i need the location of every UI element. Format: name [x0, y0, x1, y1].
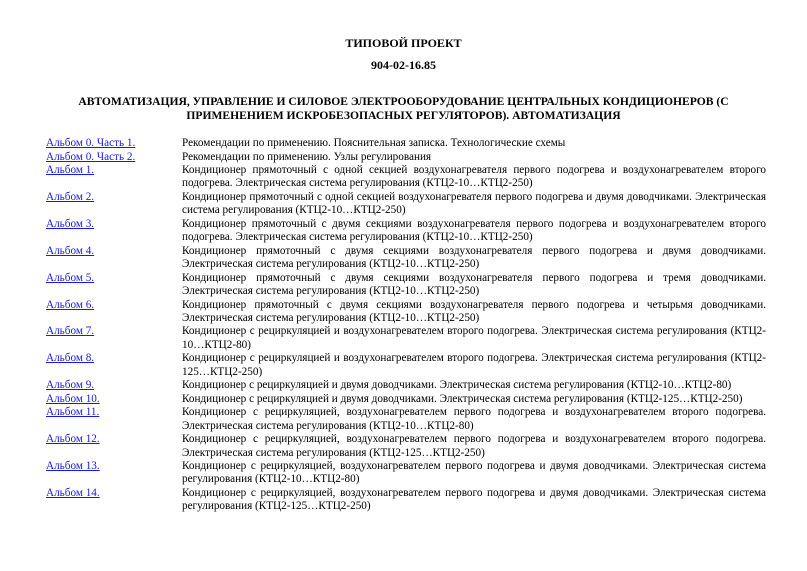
album-row	[46, 137, 766, 150]
album-link[interactable]: Альбом 4.	[46, 244, 95, 257]
album-row	[46, 325, 766, 352]
album-row	[46, 433, 766, 460]
album-link[interactable]: Альбом 0. Часть 2.	[46, 150, 136, 163]
album-row	[46, 299, 766, 326]
album-description: Кондиционер прямоточный с двумя секциями воздухонагревателя первого подогрева и двумя доводчиками. Электрическая система регулирования (КТЦ2-10…КТЦ2-250)	[182, 244, 766, 271]
album-row	[46, 460, 766, 487]
album-link[interactable]: Альбом 5.	[46, 271, 95, 284]
album-link[interactable]: Альбом 10.	[46, 392, 100, 405]
album-description: Кондиционер с рециркуляцией и двумя доводчиками. Электрическая система регулирования (КТЦ2-125…КТЦ2-250)	[182, 392, 743, 405]
album-description: Кондиционер с рециркуляцией, воздухонагревателем первого подогрева и воздухонагревателем второго подогрева. Электрическая система регулирования (КТЦ2-10…КТЦ2-80)	[182, 406, 766, 432]
album-row	[46, 218, 766, 245]
album-description: Кондиционер прямоточный с одной секцией воздухонагревателя первого подогрева и воздухонагревателем второго подогрева. Электрическая система регулирования (КТЦ2-10…КТЦ2-250)	[182, 164, 766, 190]
album-description: Кондиционер с рециркуляцией, воздухонагревателем первого подогрева и двумя доводчиками. Электрическая система регулирования (КТЦ2-125…КТЦ2-250)	[182, 486, 766, 513]
album-row	[46, 245, 766, 272]
album-description: Кондиционер прямоточный с двумя секциями воздухонагревателя первого подогрева и тремя доводчиками. Электрическая система регулирования (КТЦ2-10…КТЦ2-250)	[182, 271, 766, 298]
album-row	[46, 164, 766, 191]
album-link[interactable]: Альбом 13.	[46, 460, 100, 473]
album-description: Кондиционер с рециркуляцией, воздухонагревателем первого подогрева и воздухонагревателем второго подогрева. Электрическая система регулирования (КТЦ2-125…КТЦ2-250)	[182, 433, 766, 459]
album-description: Кондиционер с рециркуляцией и воздухонагревателем второго подогрева. Электрическая система регулирования (КТЦ2-125…КТЦ2-250)	[182, 352, 766, 378]
album-link[interactable]: Альбом 9.	[46, 379, 95, 392]
project-number: 904-02-16.85	[371, 58, 436, 72]
album-link[interactable]: Альбом 3.	[46, 217, 95, 230]
album-description: Рекомендации по применению. Пояснительная записка. Технологические схемы	[182, 137, 566, 149]
album-link[interactable]: Альбом 8.	[46, 352, 95, 365]
album-link[interactable]: Альбом 12.	[46, 433, 100, 446]
album-description: Кондиционер прямоточный с двумя секциями воздухонагревателя первого подогрева и четырьмя доводчиками. Электрическая система регулирования (КТЦ2-10…КТЦ2-250)	[182, 298, 766, 324]
album-row	[46, 393, 766, 406]
album-row	[46, 487, 766, 514]
album-row	[46, 379, 766, 392]
project-type-heading: ТИПОВОЙ ПРОЕКТ	[345, 36, 462, 50]
album-row	[46, 151, 766, 164]
album-description: Кондиционер с рециркуляцией, воздухонагревателем первого подогрева и двумя доводчиками. Электрическая система регулирования (КТЦ2-10…КТЦ2-80)	[182, 460, 766, 486]
album-description: Кондиционер прямоточный с одной секцией воздухонагревателя первого подогрева и двумя доводчиками. Электрическая система регулирования (КТЦ2-10…КТЦ2-250)	[182, 190, 766, 217]
album-list	[46, 137, 766, 514]
album-row	[46, 406, 766, 433]
album-description: Кондиционер с рециркуляцией и воздухонагревателем второго подогрева. Электрическая система регулирования (КТЦ2-10…КТЦ2-80)	[182, 325, 766, 351]
album-row	[46, 191, 766, 218]
album-link[interactable]: Альбом 11.	[46, 406, 100, 419]
album-description: Кондиционер прямоточный с двумя секциями воздухонагревателя первого подогрева и воздухонагревателем второго подогрева. Электрическая система регулирования (КТЦ2-10…КТЦ2-250)	[182, 217, 766, 244]
album-link[interactable]: Альбом 0. Часть 1.	[46, 137, 136, 149]
page-title: АВТОМАТИЗАЦИЯ, УПРАВЛЕНИЕ И СИЛОВОЕ ЭЛЕКТРООБОРУДОВАНИЕ ЦЕНТРАЛЬНЫХ КОНДИЦИОНЕРОВ (С ПРИМЕНЕНИЕМ ИСКРОБЕЗОПАСНЫХ РЕГУЛЯТОРОВ). АВТОМАТИЗАЦИЯ	[78, 95, 729, 122]
album-row	[46, 352, 766, 379]
album-link[interactable]: Альбом 2.	[46, 190, 95, 203]
album-description: Рекомендации по применению. Узлы регулирования	[182, 150, 432, 163]
album-row	[46, 272, 766, 299]
album-description: Кондиционер с рециркуляцией и двумя доводчиками. Электрическая система регулирования (КТЦ2-10…КТЦ2-80)	[182, 379, 732, 392]
album-link[interactable]: Альбом 6.	[46, 298, 95, 311]
album-link[interactable]: Альбом 14.	[46, 486, 100, 499]
album-link[interactable]: Альбом 1.	[46, 164, 95, 176]
album-link[interactable]: Альбом 7.	[46, 325, 95, 338]
